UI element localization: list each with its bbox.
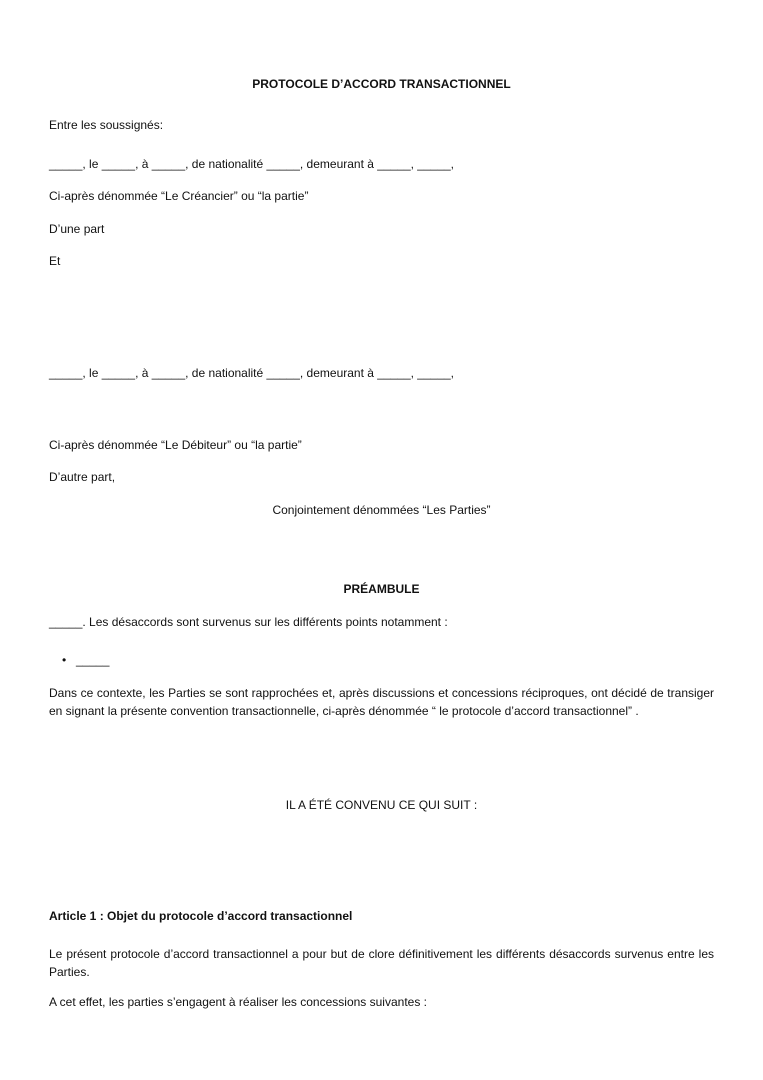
one-part-text: D’une part (49, 222, 105, 236)
and-text: Et (49, 254, 61, 268)
preamble-heading: PRÉAMBULE (343, 582, 420, 596)
creditor-role-text: Ci-après dénommée “Le Créancier” ou “la partie” (49, 189, 309, 203)
article-1-heading: Article 1 : Objet du protocole d’accord transactionnel (49, 909, 353, 923)
article-1-paragraph: Le présent protocole d’accord transactionnel a pour but de clore définitivement les différents désaccords survenus entre les Parties. (49, 947, 714, 979)
other-part-text: D’autre part, (49, 470, 116, 484)
creditor-identity-line: _____, le _____, à _____, de nationalité _____, demeurant à _____, _____, (49, 157, 455, 171)
intro-text: Entre les soussignés: (49, 118, 164, 132)
context-paragraph: Dans ce contexte, les Parties se sont rapprochées et, après discussions et concessions réciproques, ont décidé de transiger en signant la présente convention transactionnelle, ci-après dénommée “ le protocole d’accord transactionnel” . (49, 686, 714, 718)
debtor-role-text: Ci-après dénommée “Le Débiteur” ou “la partie” (49, 438, 302, 452)
bullet-list-item (62, 652, 109, 668)
article-1-effect-text: A cet effet, les parties s’engagent à réaliser les concessions suivantes : (49, 995, 427, 1009)
bullet-icon: • (62, 653, 67, 667)
document-title: PROTOCOLE D’ACCORD TRANSACTIONNEL (252, 77, 511, 91)
debtor-identity-line: _____, le _____, à _____, de nationalité _____, demeurant à _____, _____, (49, 366, 455, 380)
jointly-named-text: Conjointement dénommées “Les Parties” (272, 503, 491, 517)
bullet-item-text: _____ (76, 653, 110, 667)
preamble-text: _____. Les désaccords sont survenus sur les différents points notamment : (49, 615, 448, 629)
agreed-heading: IL A ÉTÉ CONVENU CE QUI SUIT : (285, 798, 478, 812)
